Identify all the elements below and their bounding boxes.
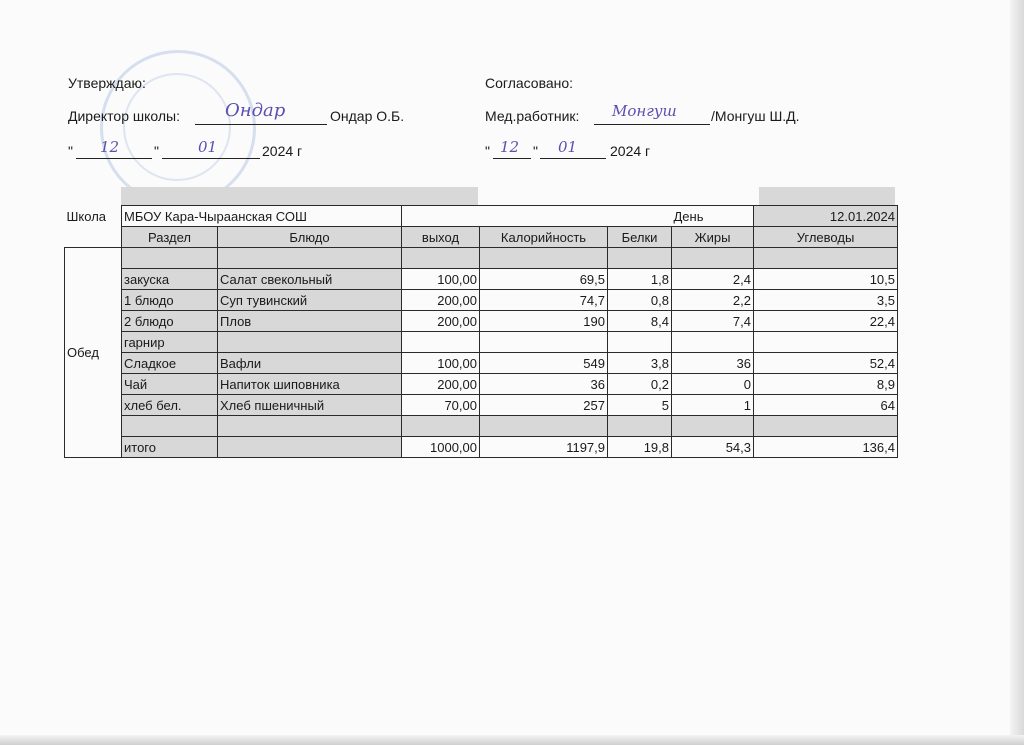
med-label: Мед.работник: <box>485 108 580 124</box>
director-signature: Ондар <box>225 100 286 121</box>
row-section: хлеб бел. <box>122 395 218 416</box>
header-output: выход <box>402 227 480 248</box>
row-output <box>402 416 480 437</box>
row-section: Сладкое <box>122 353 218 374</box>
header-proteins: Белки <box>608 227 672 248</box>
row-calories: 257 <box>480 395 608 416</box>
info-spacer <box>402 206 672 227</box>
row-carbs <box>754 416 898 437</box>
agree-quote-close: " <box>533 143 538 159</box>
total-label: итого <box>122 437 218 458</box>
row-section <box>122 248 218 269</box>
table-row <box>65 416 898 437</box>
total-dish <box>218 437 402 458</box>
table-row <box>65 374 898 395</box>
total-calories: 1197,9 <box>480 437 608 458</box>
agree-day: 12 <box>500 138 520 156</box>
table-row <box>65 395 898 416</box>
row-section <box>122 416 218 437</box>
row-carbs <box>754 332 898 353</box>
row-section: 1 блюдо <box>122 290 218 311</box>
school-seal-stamp <box>100 50 256 206</box>
row-dish: Плов <box>218 311 402 332</box>
header-section: Раздел <box>122 227 218 248</box>
row-fats: 0 <box>672 374 754 395</box>
row-carbs: 3,5 <box>754 290 898 311</box>
row-output: 200,00 <box>402 311 480 332</box>
row-fats: 36 <box>672 353 754 374</box>
total-row <box>65 437 898 458</box>
row-carbs: 22,4 <box>754 311 898 332</box>
total-fats: 54,3 <box>672 437 754 458</box>
menu-table <box>64 205 898 458</box>
approve-title: Утверждаю: <box>68 75 146 91</box>
row-proteins <box>608 332 672 353</box>
row-dish: Хлеб пшеничный <box>218 395 402 416</box>
approve-month: 01 <box>198 138 218 156</box>
row-fats <box>672 416 754 437</box>
row-proteins: 3,8 <box>608 353 672 374</box>
row-output: 100,00 <box>402 269 480 290</box>
agree-month-line <box>540 158 606 159</box>
agree-year: 2024 г <box>610 143 651 159</box>
row-output: 100,00 <box>402 353 480 374</box>
med-name: /Монгуш Ш.Д. <box>711 108 800 124</box>
row-carbs: 10,5 <box>754 269 898 290</box>
approve-day-line <box>76 158 152 159</box>
row-carbs <box>754 248 898 269</box>
row-proteins: 0,8 <box>608 290 672 311</box>
row-section: Чай <box>122 374 218 395</box>
table-row <box>65 332 898 353</box>
meal-label: Обед <box>65 248 122 458</box>
header-grey-bar-right <box>759 187 895 205</box>
day-label: День <box>672 206 754 227</box>
approve-month-line <box>162 158 260 159</box>
director-signature-line <box>195 124 327 125</box>
page-edge-bottom <box>0 735 1024 745</box>
row-calories <box>480 332 608 353</box>
row-calories <box>480 416 608 437</box>
row-calories: 74,7 <box>480 290 608 311</box>
row-calories: 69,5 <box>480 269 608 290</box>
row-section: гарнир <box>122 332 218 353</box>
row-output: 200,00 <box>402 290 480 311</box>
row-carbs: 8,9 <box>754 374 898 395</box>
row-output: 200,00 <box>402 374 480 395</box>
approve-quote-close: " <box>154 143 159 159</box>
row-section: 2 блюдо <box>122 311 218 332</box>
agree-month: 01 <box>558 138 578 156</box>
row-fats: 2,2 <box>672 290 754 311</box>
row-calories <box>480 248 608 269</box>
row-fats: 7,4 <box>672 311 754 332</box>
agree-day-line <box>493 158 531 159</box>
header-calories: Калорийность <box>480 227 608 248</box>
header-dish: Блюдо <box>218 227 402 248</box>
table-row <box>65 248 898 269</box>
table-row <box>65 290 898 311</box>
row-carbs: 52,4 <box>754 353 898 374</box>
director-name: Ондар О.Б. <box>330 108 405 124</box>
row-dish: Вафли <box>218 353 402 374</box>
row-fats: 1 <box>672 395 754 416</box>
approve-quote-open: " <box>68 143 73 159</box>
school-info-row <box>65 206 898 227</box>
page-edge-right <box>1010 0 1024 745</box>
approve-day: 12 <box>100 138 120 156</box>
row-dish: Суп тувинский <box>218 290 402 311</box>
header-carbs: Углеводы <box>754 227 898 248</box>
row-proteins <box>608 248 672 269</box>
row-calories: 549 <box>480 353 608 374</box>
table-row <box>65 311 898 332</box>
approve-year: 2024 г <box>262 143 303 159</box>
total-output: 1000,00 <box>402 437 480 458</box>
row-carbs: 64 <box>754 395 898 416</box>
med-signature-line <box>594 124 710 125</box>
row-proteins: 5 <box>608 395 672 416</box>
menu-date: 12.01.2024 <box>754 206 898 227</box>
total-proteins: 19,8 <box>608 437 672 458</box>
row-proteins: 0,2 <box>608 374 672 395</box>
school-label: Школа <box>65 206 122 227</box>
header-grey-bar-left <box>121 187 478 205</box>
row-fats <box>672 248 754 269</box>
row-proteins <box>608 416 672 437</box>
row-output <box>402 248 480 269</box>
header-blank <box>65 227 122 248</box>
row-fats <box>672 332 754 353</box>
row-dish: Напиток шиповника <box>218 374 402 395</box>
row-proteins: 8,4 <box>608 311 672 332</box>
total-carbs: 136,4 <box>754 437 898 458</box>
school-name: МБОУ Кара-Чыраанская СОШ <box>122 206 402 227</box>
row-section: закуска <box>122 269 218 290</box>
row-proteins: 1,8 <box>608 269 672 290</box>
table-row <box>65 353 898 374</box>
row-output: 70,00 <box>402 395 480 416</box>
row-dish <box>218 416 402 437</box>
med-signature: Монгуш <box>612 102 677 120</box>
table-row <box>65 269 898 290</box>
row-dish <box>218 248 402 269</box>
agree-title: Согласовано: <box>485 75 574 91</box>
row-dish: Салат свекольный <box>218 269 402 290</box>
row-fats: 2,4 <box>672 269 754 290</box>
header-fats: Жиры <box>672 227 754 248</box>
director-label: Директор школы: <box>68 108 180 124</box>
agree-quote-open: " <box>485 143 490 159</box>
row-calories: 36 <box>480 374 608 395</box>
table-header-row <box>65 227 898 248</box>
row-dish <box>218 332 402 353</box>
row-calories: 190 <box>480 311 608 332</box>
row-output <box>402 332 480 353</box>
